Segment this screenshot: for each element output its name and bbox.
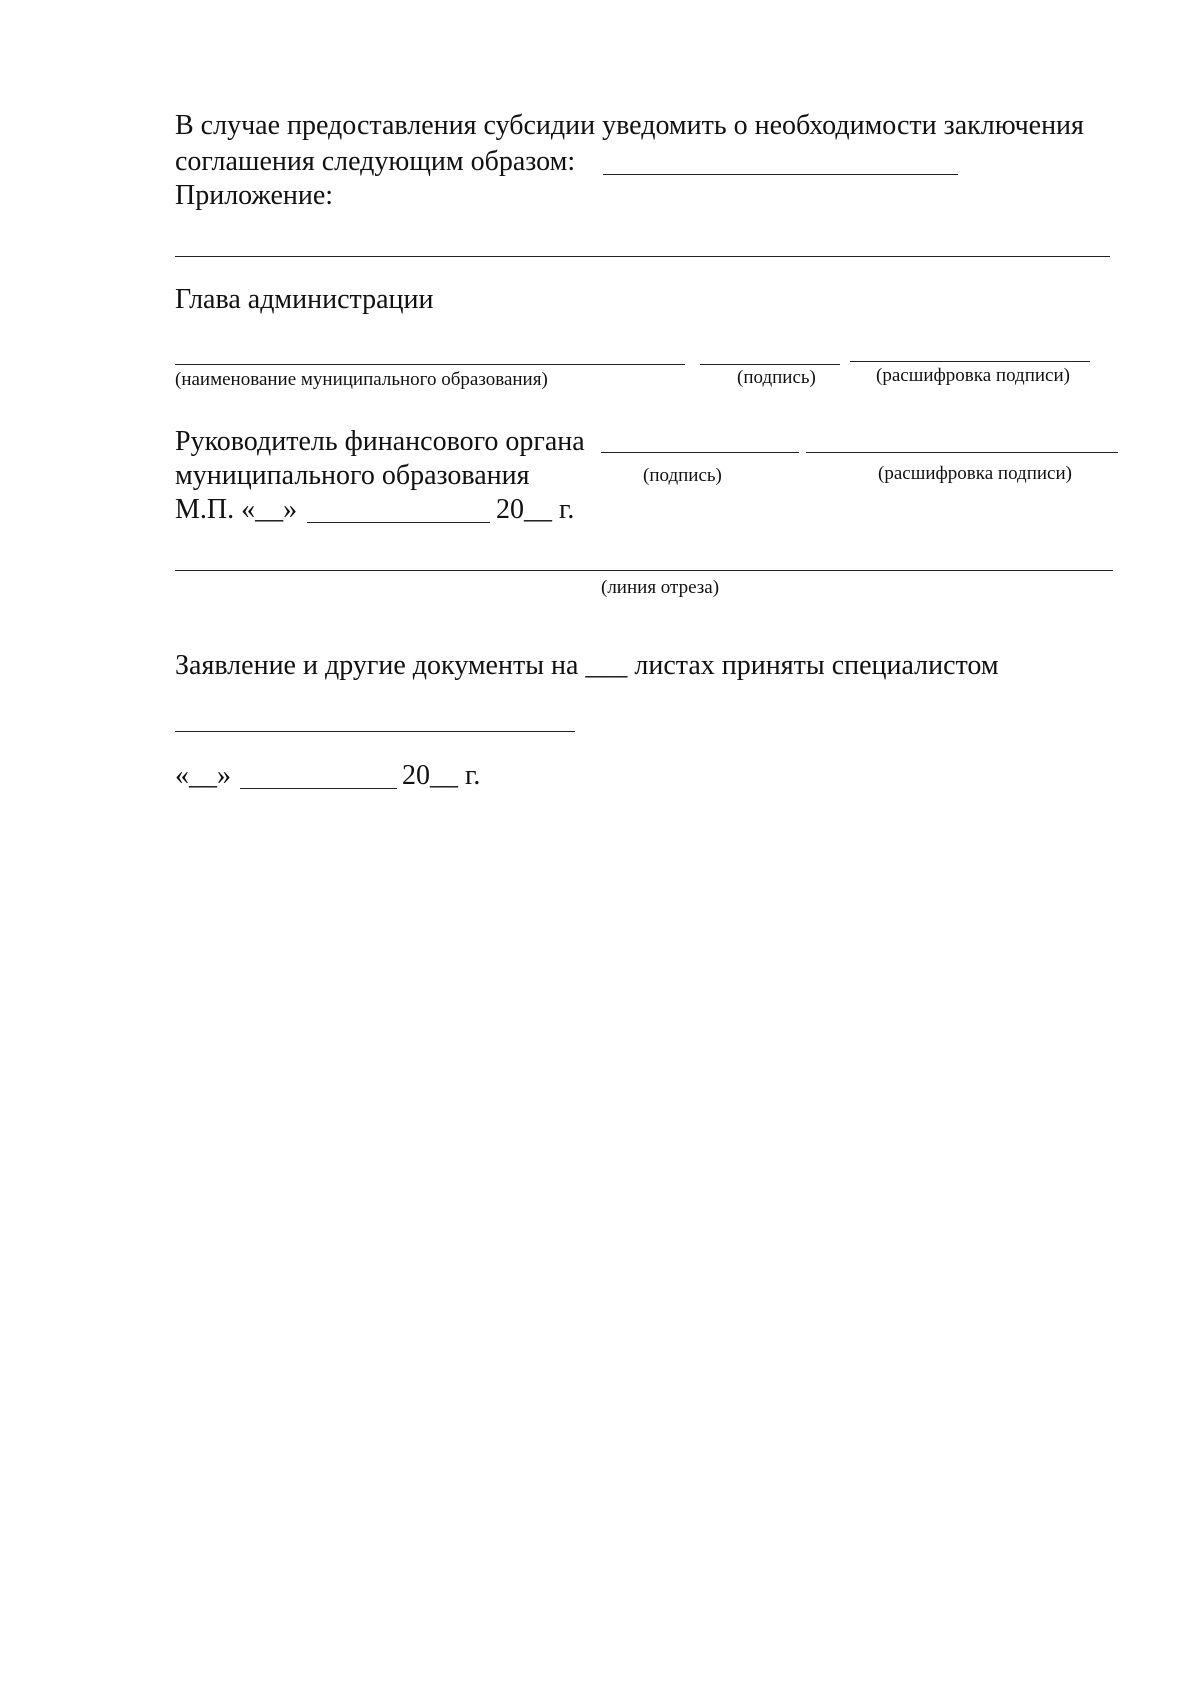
stamp-date-year: 20__ г. bbox=[496, 494, 575, 525]
stamp-date-prefix: М.П. «__» bbox=[175, 494, 298, 525]
caption-head-admin-decoding: (расшифровка подписи) bbox=[876, 365, 1070, 386]
cut-line-caption: (линия отреза) bbox=[601, 577, 720, 598]
notice-line-2: соглашения следующим образом: bbox=[175, 146, 576, 177]
finance-head-signature-line bbox=[601, 452, 799, 453]
finance-head-decoding-line bbox=[806, 452, 1118, 453]
finance-head-line-2: муниципального образования bbox=[175, 460, 530, 491]
receipt-date-prefix: «__» bbox=[175, 760, 231, 791]
caption-finance-head-decoding: (расшифровка подписи) bbox=[878, 463, 1072, 484]
finance-head-line-1: Руководитель финансового органа bbox=[175, 426, 585, 457]
head-admin-title: Глава администрации bbox=[175, 284, 434, 315]
cut-line bbox=[175, 570, 1113, 571]
notice-line-1: В случае предоставления субсидии уведомить о необходимости заключения bbox=[175, 110, 1084, 141]
specialist-name-line bbox=[175, 731, 575, 732]
head-admin-decoding-line bbox=[850, 361, 1090, 362]
caption-municipality-name: (наименование муниципального образования) bbox=[175, 369, 548, 390]
stamp-date-month-line bbox=[307, 522, 490, 523]
municipality-name-line bbox=[175, 364, 685, 365]
caption-head-admin-signature: (подпись) bbox=[737, 367, 816, 388]
head-admin-signature-line bbox=[700, 364, 840, 365]
receipt-statement: Заявление и другие документы на ___ листах приняты специалистом bbox=[175, 650, 999, 681]
receipt-date-month-line bbox=[240, 788, 397, 789]
notice-method-blank-line bbox=[603, 174, 958, 175]
receipt-date-year: 20__ г. bbox=[402, 760, 481, 791]
caption-finance-head-signature: (подпись) bbox=[643, 465, 722, 486]
attachment-label: Приложение: bbox=[175, 180, 334, 211]
attachment-blank-line bbox=[175, 256, 1110, 257]
